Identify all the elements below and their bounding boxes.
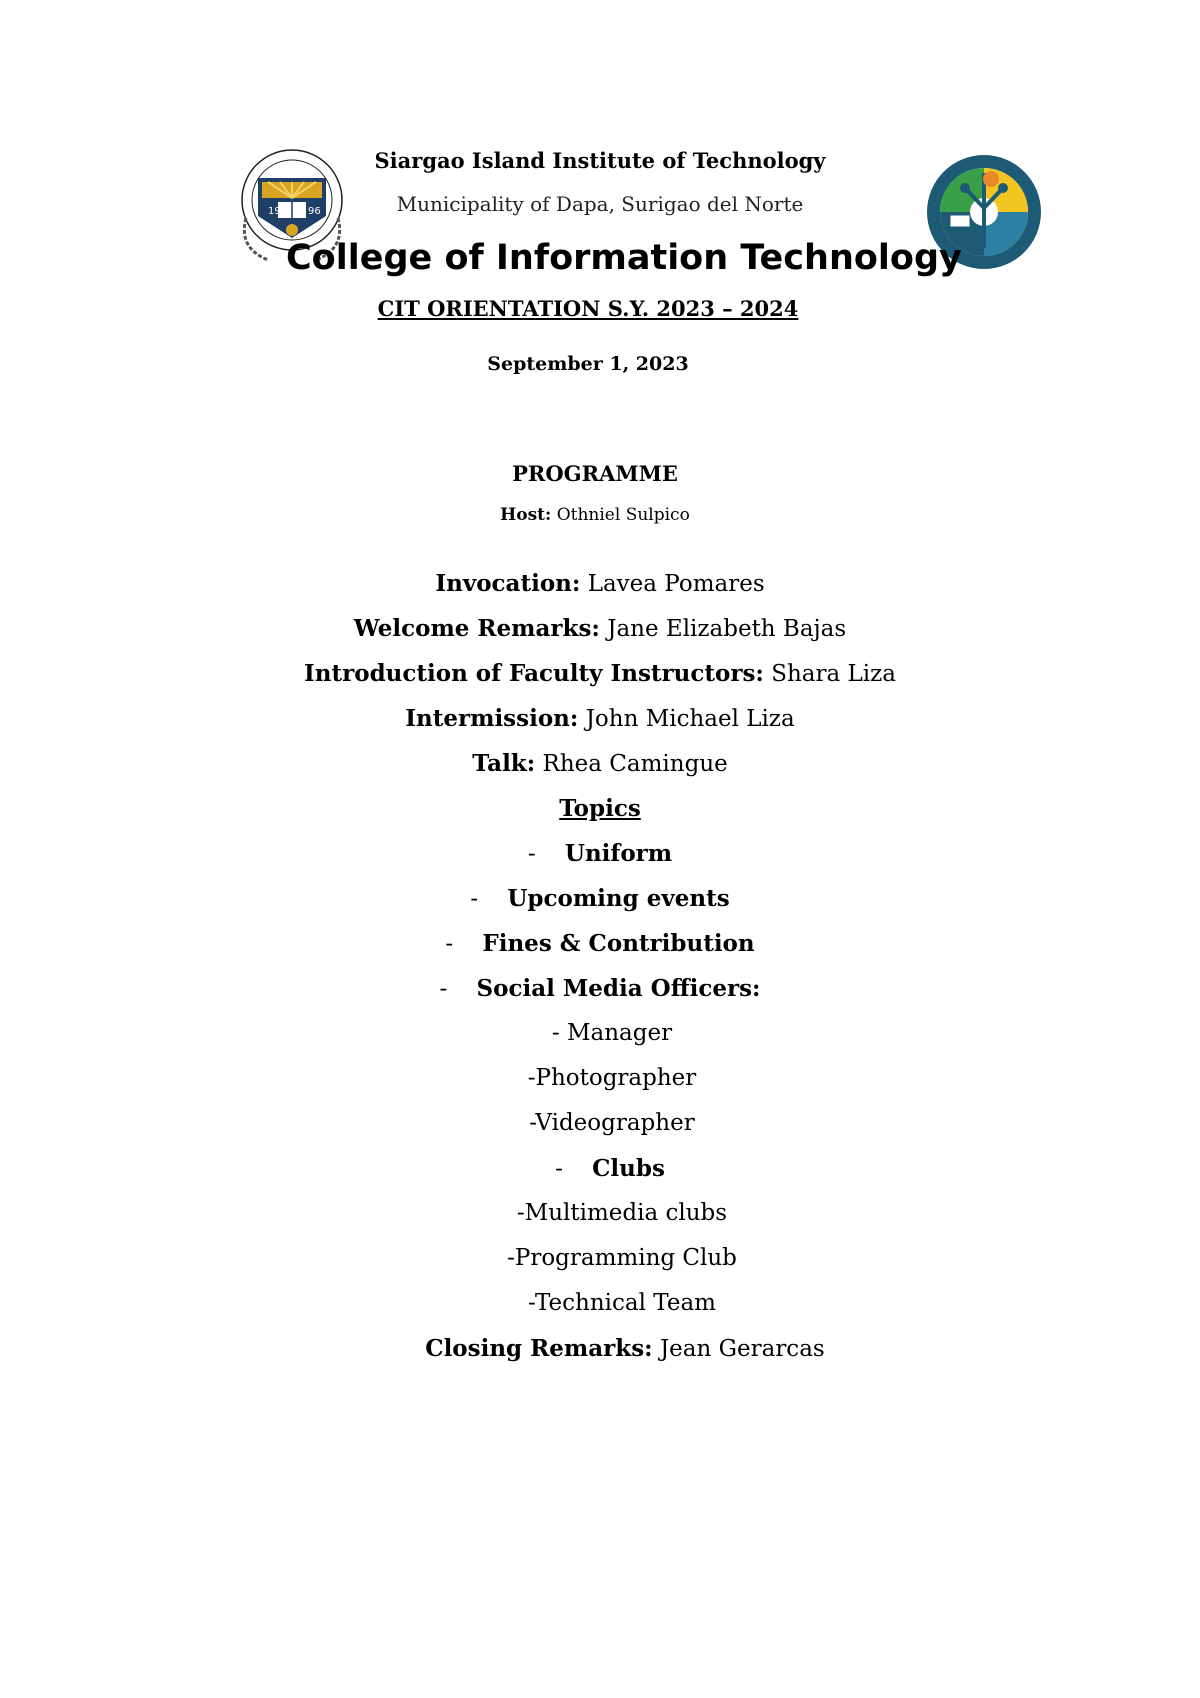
item-value: John Michael Liza [585,706,795,732]
programme-item [0,660,1200,687]
programme-heading: PROGRAMME [512,461,678,486]
item-value: Jean Gerarcas [659,1336,825,1362]
item-label: Welcome Remarks: [353,615,600,642]
item-label: Closing Remarks: [425,1335,653,1362]
item-value: Rhea Camingue [542,751,728,777]
event-title: CIT ORIENTATION S.Y. 2023 – 2024 [377,296,799,321]
club-item: -Programming Club [507,1245,737,1271]
event-date: September 1, 2023 [487,353,689,375]
topic-label: Social Media Officers: [476,975,761,1002]
programme-item [0,615,1200,642]
topic-label: Fines & Contribution [482,930,755,957]
programme-item [0,705,1200,732]
item-value: Jane Elizabeth Bajas [607,616,847,642]
topic-item [0,840,1200,867]
topic-label: Upcoming events [507,885,730,912]
programme-item [0,570,1200,597]
closing-remarks [25,1335,1200,1362]
host-name: Othniel Sulpico [556,505,690,525]
seal-year-left: 19 [268,206,281,217]
bullet-dash: - [555,1156,563,1182]
college-name: College of Information Technology [286,238,962,278]
club-item: -Technical Team [528,1290,716,1316]
topic-item [0,975,1200,1002]
bullet-dash: - [445,931,454,957]
item-label: Invocation: [435,570,581,597]
host-label: Host: [500,505,552,525]
social-media-role: -Videographer [529,1110,695,1136]
item-value: Lavea Pomares [587,571,765,597]
item-label: Intermission: [405,705,579,732]
host-line [0,505,1195,525]
item-label: Introduction of Faculty Instructors: [304,660,764,687]
institute-name: Siargao Island Institute of Technology [374,148,826,173]
club-item: -Multimedia clubs [516,1200,728,1226]
topic-label: Uniform [564,840,673,867]
item-label: Talk: [472,750,536,777]
item-value: Shara Liza [771,661,896,687]
bullet-dash: - [439,976,448,1002]
topic-item [0,930,1200,957]
programme-item [0,750,1200,777]
bullet-dash: - [527,841,536,867]
municipality-line: Municipality of Dapa, Surigao del Norte [396,192,804,216]
social-media-role: -Photographer [527,1065,697,1091]
social-media-role: - Manager [551,1020,673,1046]
topics-heading: Topics [559,795,641,822]
clubs-heading: Clubs [592,1155,665,1182]
topic-item [0,885,1200,912]
seal-year-right: 96 [308,206,321,217]
clubs-heading-line [10,1155,1200,1182]
bullet-dash: - [470,886,479,912]
